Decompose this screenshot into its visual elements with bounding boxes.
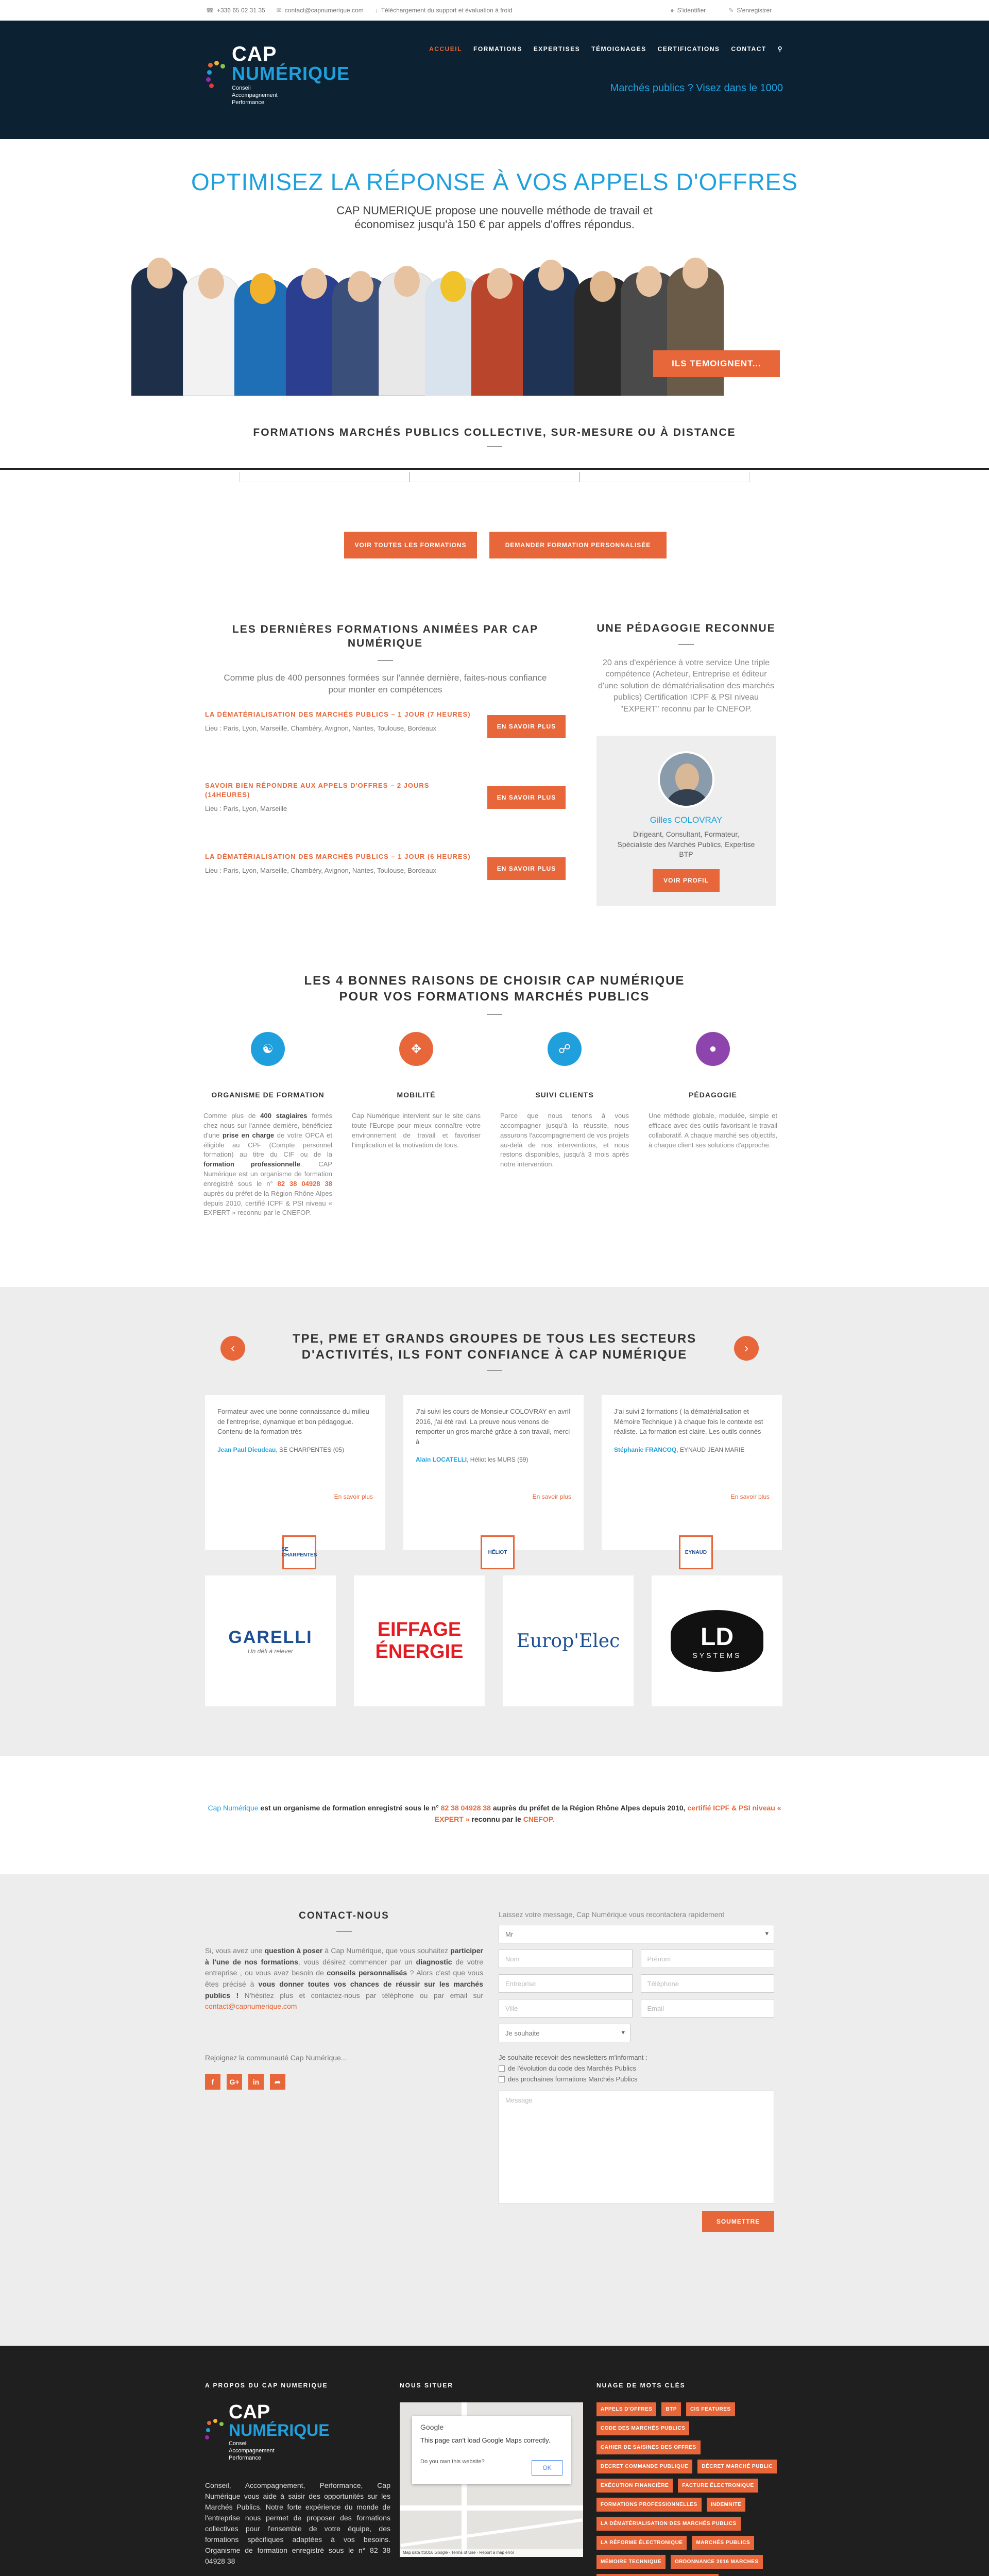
team-card <box>596 736 776 906</box>
nav-formations[interactable]: FORMATIONS <box>473 45 522 53</box>
latest-title: LES DERNIÈRES FORMATIONS ANIMÉES PAR CAP NUMÉRIQUE <box>232 623 539 650</box>
person-role: Dirigeant, Consultant, Formateur, Spécialiste des Marchés Publics, Expertise BTP <box>617 829 755 859</box>
hero-intro: CAP NUMERIQUE propose une nouvelle méthode de travail et économisez jusqu'à 150 € par appels d'offres répondus. <box>336 204 653 231</box>
course-item <box>205 781 566 838</box>
course-title[interactable]: SAVOIR BIEN RÉPONDRE AUX APPELS D'OFFRES – 2 JOURS (14HEURES) <box>205 782 430 799</box>
profile-button[interactable]: VOIR PROFIL <box>653 869 720 892</box>
reason-organisme: ☯ ORGANISME DE FORMATION Comme plus de 400 stagiaires formés chez nous sur l'année dernière, bénéficiez d'une prise en charge de votre OPCA et éligible au CPF (Compte personnel formation) au titre du CIF ou de la formation professionnelle. CAP Numérique est un organisme de formation enregistré sous le n° 82 38 04928 38 auprès du préfet de la Région Rhône Alpes depuis 2010, certifié ICPF & PSI niveau « EXPERT » reconnu par le CNEFOP. <box>203 1032 332 1218</box>
tag-link[interactable]: FACTURE ÉLECTRONIQUE <box>678 2479 758 2493</box>
contact-form <box>499 1910 774 2232</box>
nav-temoignages[interactable]: TÉMOIGNAGES <box>591 45 646 53</box>
user-icon: ● <box>670 7 674 14</box>
city-field[interactable]: Ville <box>499 1999 633 2018</box>
tag-link[interactable]: CIS FEATURES <box>686 2402 735 2416</box>
tag-link[interactable]: CODE DES MARCHÉS PUBLICS <box>596 2421 689 2435</box>
form-hint: Laissez votre message, Cap Numérique vous recontactera rapidement <box>499 1910 725 1919</box>
course-item <box>205 710 566 767</box>
divider <box>487 1370 502 1371</box>
topbar-download[interactable]: ↓ Téléchargement du support et évaluation à froid <box>374 7 513 14</box>
mail-icon: ✉ <box>276 7 282 14</box>
formation-filters <box>240 472 749 482</box>
newsletter-code-checkbox[interactable]: de l'évolution du code des Marchés Publics <box>499 2063 774 2074</box>
reasons-section <box>0 937 989 1287</box>
topbar-email[interactable]: ✉ contact@capnumerique.com <box>276 7 364 14</box>
formations-section <box>0 396 989 602</box>
share-icon[interactable]: ➦ <box>270 2074 285 2090</box>
course-title[interactable]: LA DÉMATÉRIALISATION DES MARCHÉS PUBLICS – 1 JOUR (6 HEURES) <box>205 853 471 861</box>
newsletter-options: Je souhaite recevoir des newsletters m'informant : de l'évolution du code des Marchés Publics des prochaines formations Marchés Publics <box>499 2053 774 2084</box>
divider <box>487 446 502 447</box>
identify-link[interactable]: ● S'identifier <box>670 7 706 14</box>
logo-dots-icon <box>206 60 229 91</box>
eiffage-logo: EIFFAGE ÉNERGIE <box>354 1575 485 1706</box>
tag-link[interactable]: APPELS D'OFFRES <box>596 2402 656 2416</box>
read-more-link[interactable]: En savoir plus <box>730 1493 770 1500</box>
testimonial-card: Formateur avec une bonne connaissance du milieu de l'entreprise, dynamique et bon pédagogue. Contenu de la formation très Jean Paul Dieudeau, SE CHARPENTES (05) En savoir plus SE CHARPENTES <box>205 1395 385 1550</box>
google-map[interactable]: Google This page can't load Google Maps correctly. Do you own this website? OK Map data ©2016 Google · Terms of Use · Report a map error <box>400 2402 583 2557</box>
nav-contact[interactable]: CONTACT <box>731 45 766 53</box>
tag-link[interactable]: EXÉCUTION FINANCIÈRE <box>596 2479 673 2493</box>
reason-mobilite: ✥ MOBILITÉ Cap Numérique intervient sur le site dans toute l'Europe pour mieux connaître votre environnement de travail et favoriser l'implication et la motivation de tous. <box>352 1032 481 1218</box>
company-field[interactable]: Entreprise <box>499 1974 633 1993</box>
message-textarea[interactable]: Message <box>499 2091 774 2204</box>
download-icon: ↓ <box>374 7 378 14</box>
registration-info: Cap Numérique est un organisme de formation enregistré sous le n° 82 38 04928 38 auprès du préfet de la Région Rhône Alpes depuis 2010, certifié ICPF & PSI niveau « EXPERT » reconnu par le CNEFOP. <box>208 1804 781 1824</box>
firstname-field[interactable]: Prénom <box>641 1950 775 1968</box>
search-icon[interactable]: ⚲ <box>777 45 783 53</box>
course-place: Lieu : Paris, Lyon, Marseille <box>205 804 287 812</box>
hero-title: OPTIMISEZ LA RÉPONSE À VOS APPELS D'OFFRES <box>191 168 798 195</box>
contact-email-link[interactable]: contact@capnumerique.com <box>205 2002 297 2011</box>
email-field[interactable]: Email <box>641 1999 775 2018</box>
course-place: Lieu : Paris, Lyon, Marseille, Chambéry, Avignon, Nantes, Toulouse, Bordeaux <box>205 867 436 875</box>
tag-link[interactable]: DECRET COMMANDE PUBLIQUE <box>596 2460 692 2473</box>
all-formations-button[interactable]: VOIR TOUTES LES FORMATIONS <box>344 532 477 558</box>
nav-expertises[interactable]: EXPERTISES <box>533 45 581 53</box>
nav-certifications[interactable]: CERTIFICATIONS <box>657 45 720 53</box>
map-error-dialog: Google This page can't load Google Maps correctly. Do you own this website? OK <box>412 2416 571 2484</box>
logo-cap: CAP <box>232 43 277 65</box>
tag-link[interactable]: LA RÉFORME ÉLECTRONIQUE <box>596 2536 687 2550</box>
main-nav <box>429 45 783 53</box>
pedagogy-text: 20 ans d'expérience à votre service Une triple compétence (Acheteur, Entreprise et éditeur d'une solution de dématérialisation des marchés publics) Certification ICPF & PSI niveau "EXPERT" reconnu par le CNEFOP. <box>598 658 774 714</box>
filter-field[interactable] <box>579 472 749 482</box>
course-more-button[interactable]: EN SAVOIR PLUS <box>487 857 566 880</box>
read-more-link[interactable]: En savoir plus <box>532 1493 571 1500</box>
clients-section <box>0 1287 989 1756</box>
chat-bubble-icon: ● <box>696 1032 730 1066</box>
course-place: Lieu : Paris, Lyon, Marseille, Chambéry, Avignon, Nantes, Toulouse, Bordeaux <box>205 724 436 733</box>
tag-link[interactable]: CAHIER DE SAISINES DES OFFRES <box>596 2441 701 2454</box>
latest-lead: Comme plus de 400 personnes formées sur l'année dernière, faites-nous confiance pour monter en compétences <box>224 672 547 694</box>
tag-link[interactable]: LA DÉMATÉRIALISATION DES MARCHÉS PUBLICS <box>596 2517 741 2531</box>
hero-section <box>0 139 989 396</box>
course-title[interactable]: LA DÉMATÉRIALISATION DES MARCHÉS PUBLICS – 1 JOUR (7 HEURES) <box>205 710 471 719</box>
nav-accueil[interactable]: ACCUEIL <box>429 45 462 53</box>
submit-button[interactable]: SOUMETTRE <box>702 2211 774 2232</box>
tag-link[interactable]: BTP <box>661 2402 681 2416</box>
divider <box>678 644 694 645</box>
avatar <box>658 751 714 808</box>
reason-suivi: ☍ SUIVI CLIENTS Parce que nous tenons à vous accompagner jusqu'à la réussite, nous assurons l'accompagnement de vos projets au-delà de nos interventions, et nous restons disponibles, jusqu'à 3 mois après notre intervention. <box>500 1032 629 1218</box>
linkedin-icon[interactable]: in <box>248 2074 264 2090</box>
topbar-phone[interactable]: ☎ +336 65 02 31 35 <box>206 7 265 14</box>
handshake-icon: ☍ <box>548 1032 582 1066</box>
site-logo[interactable] <box>206 44 350 106</box>
phone-field[interactable]: Téléphone <box>641 1974 775 1993</box>
footer-tags-title: NUAGE DE MOTS CLÉS <box>596 2382 686 2389</box>
person-name: Gilles COLOVRAY <box>650 815 723 825</box>
header-tagline: Marchés publics ? Visez dans le 1000 <box>610 82 783 94</box>
wish-select[interactable]: Je souhaite ▾ <box>499 2024 630 2042</box>
tag-link[interactable]: ORDONNANCE 2016 MARCHES <box>671 2555 763 2569</box>
logo-subtitle: Conseil Accompagnement Performance <box>232 85 278 106</box>
phone-icon: ☎ <box>206 7 214 14</box>
contact-text: Si, vous avez une question à poser à Cap Numérique, que vous souhaitez participer à l'une de nos formations, vous désirez commencer par un diagnostic de votre entreprise , ou vous avez besoin de conseils personnalisés ? Alors c'est que vous êtes précisé à vous donner toutes vos chances de réussir sur les marchés publics ! N'hésitez plus et contactez-nous par téléphone ou par email sur contact@capnumerique.com <box>205 1946 483 2011</box>
logo-numerique: NUMÉRIQUE <box>232 63 350 84</box>
course-more-button[interactable]: EN SAVOIR PLUS <box>487 715 566 738</box>
site-footer <box>0 2346 989 2576</box>
site-header <box>0 21 989 139</box>
community-text: Rejoignez la communauté Cap Numérique... <box>205 2054 347 2062</box>
newsletter-formations-checkbox[interactable]: des prochaines formations Marchés Publics <box>499 2074 774 2085</box>
reason-pedagogie: ● PÉDAGOGIE Une méthode globale, modulée, simple et efficace avec des outils favorisant le travail collaboratif. A chaque marché ses objectifs, à chaque client ses solutions d'approche. <box>649 1032 777 1218</box>
map-ok-button[interactable]: OK <box>532 2460 562 2476</box>
lastname-field[interactable]: Nom <box>499 1950 633 1968</box>
google-plus-icon[interactable]: G+ <box>227 2074 242 2090</box>
top-bar <box>0 0 989 21</box>
garelli-logo: GARELLI Un défi à relever <box>205 1575 336 1706</box>
footer-map-title: NOUS SITUER <box>400 2382 454 2389</box>
course-item <box>205 852 566 909</box>
client-logo: EYNAUD <box>679 1535 713 1569</box>
tag-link[interactable] <box>596 2574 719 2576</box>
carousel-prev-icon[interactable]: ‹ <box>220 1336 245 1361</box>
testimonial-card: J'ai suivi les cours de Monsieur COLOVRAY en avril 2016, j'ai été ravi. La preuve nous venons de remporter un gros marché grâce à son travail, merci à Alain LOCATELLI, Héliot les MURS (69) En savoir plus HÉLIOT <box>403 1395 584 1550</box>
europelec-logo: Europ'Elec <box>503 1575 634 1706</box>
filter-field[interactable] <box>410 472 579 482</box>
civility-select[interactable]: Mr ▾ <box>499 1925 774 1943</box>
footer-about-title: A PROPOS DU CAP NUMERIQUE <box>205 2382 328 2389</box>
client-logo: SE CHARPENTES <box>282 1535 316 1569</box>
section-bar <box>0 468 989 470</box>
tag-link[interactable]: MARCHÉS PUBLICS <box>692 2536 754 2550</box>
tag-cloud <box>596 2402 782 2576</box>
reasons-title: LES 4 BONNES RAISONS DE CHOISIR CAP NUMÉRIQUE POUR VOS FORMATIONS MARCHÉS PUBLICS <box>304 974 685 1004</box>
edit-icon: ✎ <box>728 7 734 14</box>
register-link[interactable]: ✎ S'enregistrer <box>728 7 772 14</box>
tag-link[interactable]: DÉCRET MARCHÉ PUBLIC <box>697 2460 777 2473</box>
social-links <box>205 2074 483 2090</box>
footer-logo[interactable]: CAP NUMÉRIQUE Conseil Accompagnement Performance <box>205 2402 390 2462</box>
ld-systems-logo: LD SYSTEMS <box>652 1575 782 1706</box>
filter-field[interactable] <box>240 472 410 482</box>
formations-title: FORMATIONS MARCHÉS PUBLICS COLLECTIVE, SUR-MESURE OU À DISTANCE <box>253 427 736 438</box>
testimonial-card: J'ai suivi 2 formations ( la dématérialisation et Mémoire Technique ) à chaque fois le contexte est réaliste. La formation est claire. Les outils donnés Stéphanie FRANCOQ, EYNAUD JEAN MARIE En savoir plus EYNAUD <box>602 1395 782 1550</box>
contact-section <box>0 1874 989 2346</box>
tag-link[interactable]: MÉMOIRE TECHNIQUE <box>596 2555 666 2569</box>
latest-formations-section <box>0 602 989 937</box>
client-logo: HÉLIOT <box>481 1535 515 1569</box>
facebook-icon[interactable]: f <box>205 2074 220 2090</box>
contact-title: CONTACT-NOUS <box>299 1910 389 1921</box>
org-chart-icon: ☯ <box>251 1032 285 1066</box>
divider <box>378 660 393 661</box>
logo-dots-icon <box>205 2418 226 2447</box>
testimonials-button[interactable]: ILS TEMOIGNENT... <box>653 350 780 377</box>
footer-about-text: Conseil, Accompagnement, Performance, Cap Numérique vous aide à saisir des opportunités sur les Marchés Publics. Notre forte expérience du monde de l'entreprise nous permet de proposer des formations collectives pour l'ensemble de votre équipe, des formations spécifiques adaptées à vos besoins. Organisme de formation enregistré sous le n° 82 38 04928 38 <box>205 2481 390 2566</box>
divider <box>487 1014 502 1015</box>
pedagogy-title: UNE PÉDAGOGIE RECONNUE <box>596 622 776 634</box>
divider <box>336 1931 352 1932</box>
clients-title: TPE, PME ET GRANDS GROUPES DE TOUS LES SECTEURS D'ACTIVITÉS, ILS FONT CONFIANCE À CAP NUMÉRIQUE <box>292 1332 697 1362</box>
move-arrows-icon: ✥ <box>399 1032 433 1066</box>
tag-link[interactable]: FORMATIONS PROFESSIONNELLES <box>596 2498 702 2512</box>
carousel-next-icon[interactable]: › <box>734 1336 759 1361</box>
custom-formation-button[interactable]: DEMANDER FORMATION PERSONNALISÉE <box>489 532 667 558</box>
tag-link[interactable]: INDEMNITE <box>707 2498 746 2512</box>
course-more-button[interactable]: EN SAVOIR PLUS <box>487 786 566 809</box>
read-more-link[interactable]: En savoir plus <box>334 1493 373 1500</box>
